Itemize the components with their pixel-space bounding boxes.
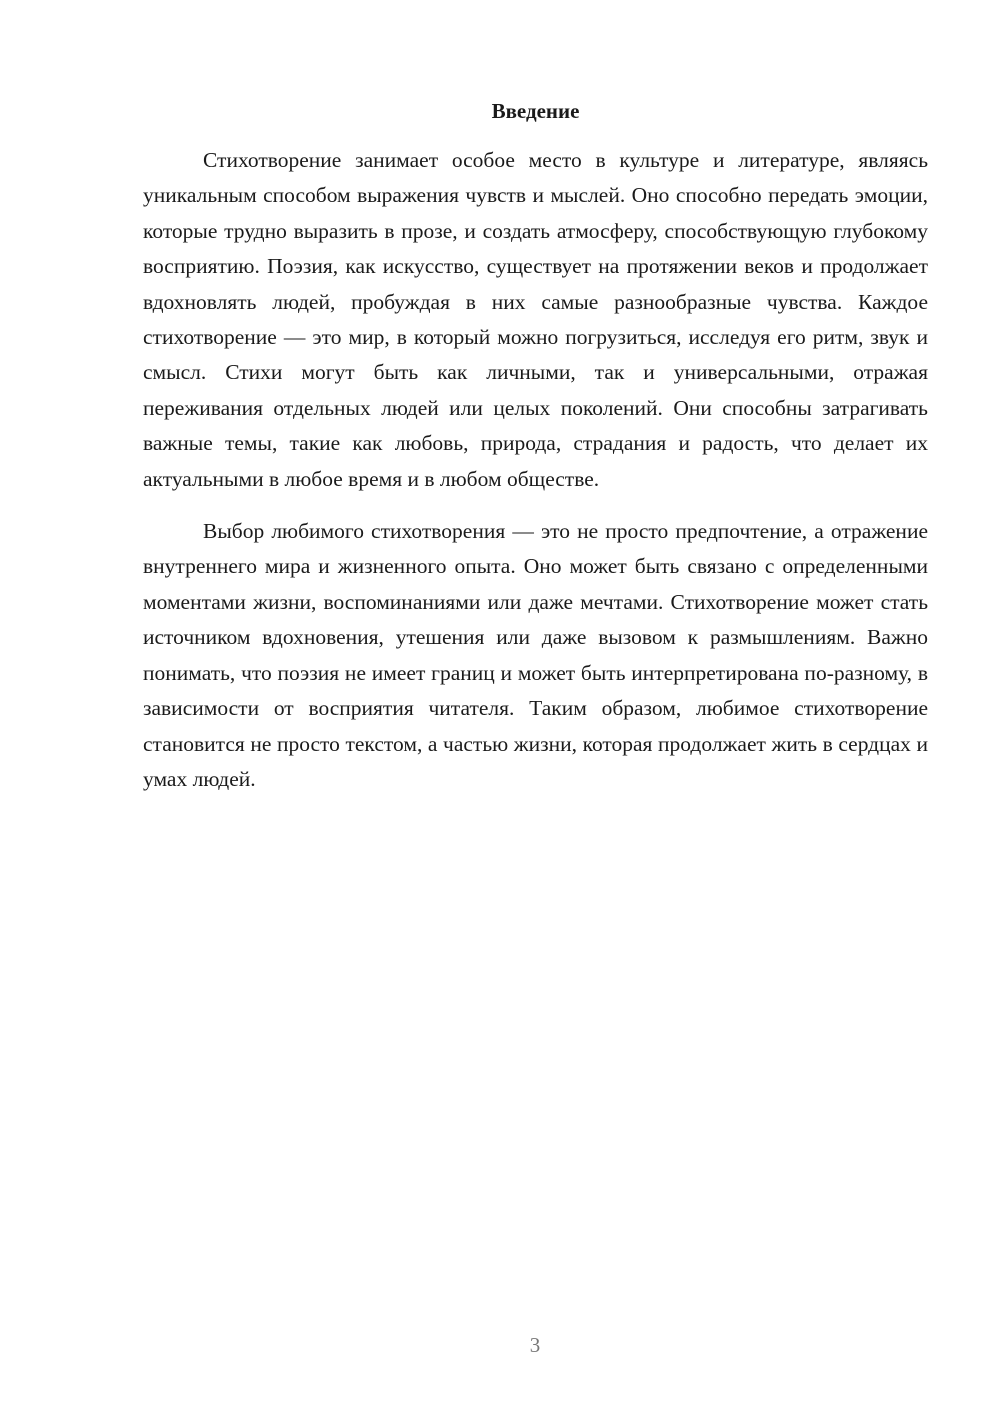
paragraph-2: Выбор любимого стихотворения — это не просто предпочтение, а отражение внутреннего мира и жизненного опыта. Оно может быть связано с определенными моментами жизни, воспоминаниями или даже мечтами. Стихотворение может стать источником вдохновения, утешения или даже вызовом к размышлениям. Важно понимать, что поэзия не имеет границ и может быть интерпретирована по-разному, в зависимости от восприятия читателя. Таким образом, любимое стихотворение становится не просто текстом, а частью жизни, которая продолжает жить в сердцах и умах людей. — [143, 519, 928, 791]
paragraph-1: Стихотворение занимает особое место в культуре и литературе, являясь уникальным способом выражения чувств и мыслей. Оно способно передать эмоции, которые трудно выразить в прозе, и создать атмосферу, способствующую глубокому восприятию. Поэзия, как искусство, существует на протяжении веков и продолжает вдохновлять людей, пробуждая в них самые разнообразные чувства. Каждое стихотворение — это мир, в который можно погрузиться, исследуя его ритм, звук и смысл. Стихи могут быть как личными, так и универсальными, отражая переживания отдельных людей или целых поколений. Они способны затрагивать важные темы, такие как любовь, природа, страдания и радость, что делает их актуальными в любое время и в любом обществе. — [143, 148, 928, 491]
body-text — [143, 143, 928, 797]
page-number: 3 — [529, 1333, 541, 1357]
section-heading: Введение — [491, 99, 580, 123]
